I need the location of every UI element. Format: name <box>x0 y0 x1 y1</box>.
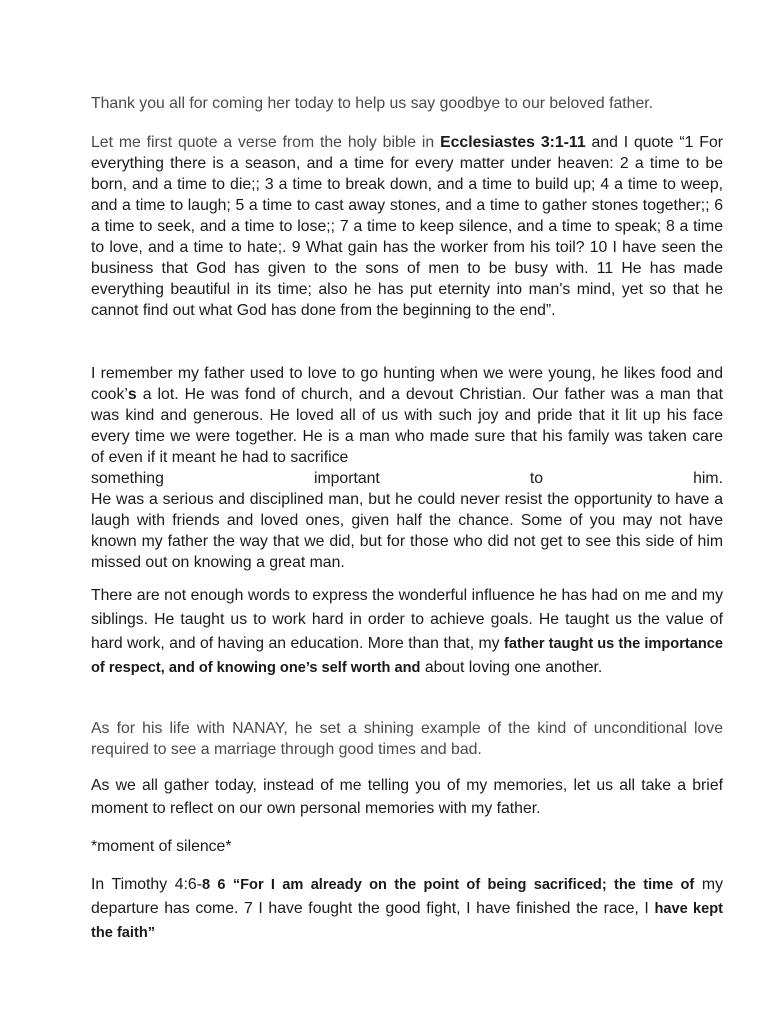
memories-part-a: I remember my father used to love to go hunting when we were young, he likes food and cook’ <box>91 365 723 403</box>
bible-reference: Ecclesiastes 3:1-11 <box>440 134 586 151</box>
spread-word: important <box>313 470 380 487</box>
father-memories-text <box>91 363 723 468</box>
paragraph-timothy <box>91 873 723 945</box>
influence-part-a: There are not enough words to express the wonderful influence he has had on me and my siblings. He taught us to work hard in order to achieve goals. He taught us the value of hard work, and of having an education. More than that, my <box>91 587 723 652</box>
spread-word: him. <box>693 470 723 487</box>
timothy-mid: my departure has come. 7 I have fought the good fight, I have finished the race, I <box>91 876 723 917</box>
timothy-lead: In Timothy 4:6- <box>91 876 202 893</box>
spread-word: to <box>529 470 544 487</box>
quote-lead: Let me first quote a verse from the holy bible in <box>91 134 441 151</box>
influence-part-b: about loving one another. <box>420 659 603 676</box>
paragraph-nanay <box>91 718 723 760</box>
influence-bold: father taught us the importance of respect, and of knowing one’s self worth and <box>91 636 724 676</box>
memories-part-b: a lot. He was fond of church, and a devout Christian. Our father was a man that was kind and generous. He loved all of us with such joy and pride that it lit up his face every time we were together. He is a man who made sure that his family was taken care of even if it meant he had to sacrifice <box>91 386 723 466</box>
timothy-bold-2: have kept the faith” <box>91 901 724 941</box>
paragraph-thanks <box>91 93 723 114</box>
spread-word: something <box>91 470 164 487</box>
paragraph-influence <box>91 584 723 680</box>
nanay-text: As for his life with NANAY, he set a shining example of the kind of unconditional love required to see a marriage through good times and bad. <box>91 720 723 758</box>
paragraph-silence <box>91 836 723 857</box>
paragraph-gather <box>91 774 723 820</box>
timothy-bold-1: 8 6 “For I am already on the point of being sacrificed; the time of <box>201 877 695 893</box>
silence-text: *moment of silence* <box>91 838 232 855</box>
quote-text: and I quote “1 For everything there is a season, and a time for every matter under heaven: 2 a time to be born, and a time to die;; 3 a time to break down, and a time to build up; 4 a time to weep, and a time to laugh; 5 a time to cast away stones, and a time to gather stones together;; 6 a time to seek, and a time to lose;; 7 a time to keep silence, and a time to speak; 8 a time to love, and a time to hate;. 9 What gain has the worker from his toil? 10 I have seen the business that God has given to the sons of men to be busy with. 11 He has made everything beautiful in its time; also he has put eternity into man's mind, yet so that he cannot find out what God has done from the beginning to the end”. <box>91 134 723 319</box>
gather-text: As we all gather today, instead of me telling you of my memories, let us all take a brief moment to reflect on our own personal memories with my father. <box>91 777 723 817</box>
paragraph-father-memories <box>91 363 723 573</box>
paragraph-bible-quote <box>91 132 723 321</box>
memories-part-c: He was a serious and disciplined man, but he could never resist the opportunity to have a laugh with friends and loved ones, given half the chance. Some of you may not have known my father the way that we did, but for those who did not get to see this side of him missed out on knowing a great man. <box>91 491 723 571</box>
thanks-text: Thank you all for coming her today to help us say goodbye to our beloved father. <box>91 95 654 112</box>
memories-bold-s: s <box>127 386 137 403</box>
spread-line <box>91 468 723 489</box>
